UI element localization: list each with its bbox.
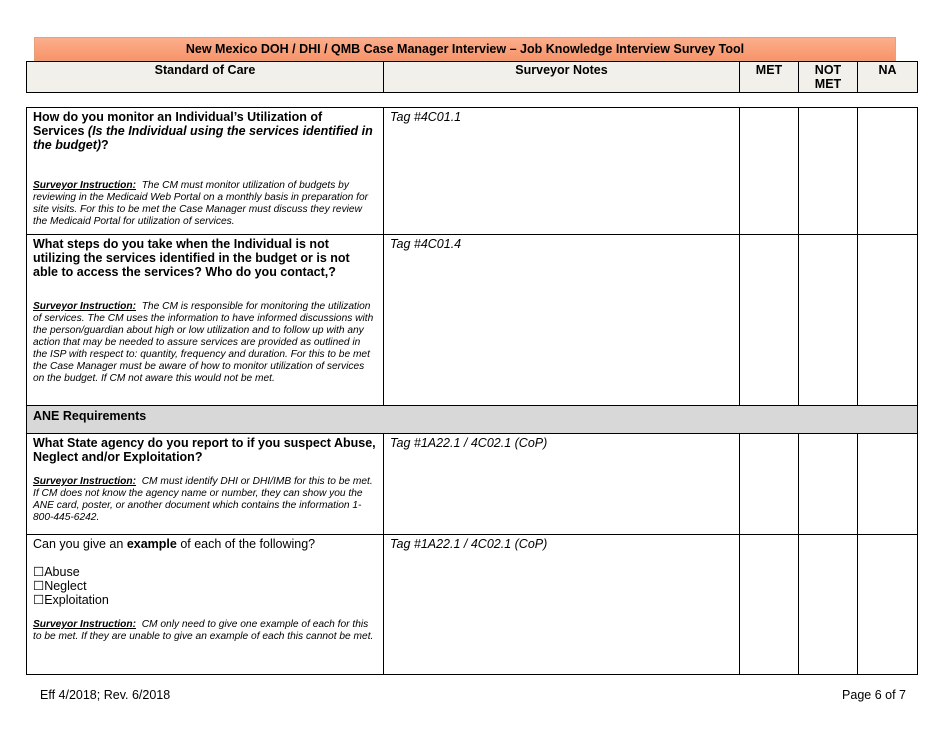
- na-cell[interactable]: [858, 434, 918, 535]
- question-italic-text: (Is the Individual using the services identified in the budget): [33, 124, 373, 152]
- checkbox-neglect[interactable]: ☐Neglect: [33, 579, 87, 593]
- not-met-cell[interactable]: [799, 434, 858, 535]
- checkbox-exploitation[interactable]: ☐Exploitation: [33, 593, 109, 607]
- instruction-label: Surveyor Instruction:: [33, 301, 137, 312]
- tag-reference: Tag #4C01.4: [390, 237, 462, 251]
- section-title: ANE Requirements: [27, 406, 918, 434]
- instruction-text: CM must identify DHI or DHI/IMB for this to be met. If CM does not know the agency name or number, they can show you the ANE card, poster, or another document which contains the information 1-800-445-6242.: [33, 476, 373, 523]
- header-table: [26, 61, 918, 93]
- question-text: Can you give an: [33, 537, 127, 551]
- instruction-label: Surveyor Instruction:: [33, 180, 137, 191]
- notes-cell[interactable]: [384, 108, 740, 235]
- question: What steps do you take when the Individual is not utilizing the services identified in the budget or is not able to access the services? Who do you contact,?: [33, 237, 350, 279]
- standard-cell: [27, 434, 384, 535]
- na-cell[interactable]: [858, 535, 918, 675]
- col-met: MET: [740, 62, 799, 93]
- notes-cell[interactable]: [384, 434, 740, 535]
- not-met-cell[interactable]: [799, 108, 858, 235]
- not-met-cell[interactable]: [799, 535, 858, 675]
- question-bold-text: example: [126, 537, 177, 551]
- tag-reference: Tag #4C01.1: [390, 110, 462, 124]
- footer-revision: Eff 4/2018; Rev. 6/2018: [40, 688, 171, 702]
- met-cell[interactable]: [740, 108, 799, 235]
- met-cell[interactable]: [740, 235, 799, 406]
- not-met-cell[interactable]: [799, 235, 858, 406]
- instruction-text: CM only need to give one example of each for this to be met. If they are unable to give an example of each this cannot be met.: [33, 619, 374, 642]
- question: [33, 537, 377, 551]
- question-text-end: of each of the following?: [176, 537, 316, 551]
- standard-cell: [27, 535, 384, 675]
- table-row: [27, 434, 918, 535]
- instruction-label: Surveyor Instruction:: [33, 476, 137, 487]
- standard-cell: [27, 235, 384, 406]
- surveyor-instruction: [33, 476, 377, 524]
- table-row: [27, 108, 918, 235]
- section-row: [27, 406, 918, 434]
- surveyor-instruction: [33, 619, 377, 643]
- na-cell[interactable]: [858, 235, 918, 406]
- standard-cell: [27, 108, 384, 235]
- footer-page-number: Page 6 of 7: [842, 688, 906, 702]
- notes-cell[interactable]: [384, 235, 740, 406]
- col-standard-of-care: Standard of Care: [27, 62, 384, 93]
- col-na: NA: [858, 62, 918, 93]
- question-end: ?: [101, 138, 109, 152]
- instruction-text: The CM must monitor utilization of budgets by reviewing in the Medicaid Web Portal on a monthly basis in preparation for site visits. For this to be met the Case Manager must discuss they review the Medicaid Portal for utilization of services.: [33, 180, 369, 227]
- notes-cell[interactable]: [384, 535, 740, 675]
- na-cell[interactable]: [858, 108, 918, 235]
- tag-reference: Tag #1A22.1 / 4C02.1 (CoP): [390, 537, 548, 551]
- met-cell[interactable]: [740, 434, 799, 535]
- question: [33, 110, 377, 152]
- question-text: How do you monitor an Individual’s Utilization of Services: [33, 110, 323, 138]
- met-cell[interactable]: [740, 535, 799, 675]
- table-row: [27, 235, 918, 406]
- col-not-met: NOT MET: [799, 62, 858, 93]
- document-title: New Mexico DOH / DHI / QMB Case Manager Interview – Job Knowledge Interview Survey Tool: [34, 37, 896, 61]
- tag-reference: Tag #1A22.1 / 4C02.1 (CoP): [390, 436, 548, 450]
- instruction-label: Surveyor Instruction:: [33, 619, 137, 630]
- table-row: [27, 535, 918, 675]
- surveyor-instruction: [33, 301, 377, 385]
- example-checklist: [33, 565, 377, 607]
- question: What State agency do you report to if you suspect Abuse, Neglect and/or Exploitation?: [33, 436, 376, 464]
- checkbox-abuse[interactable]: ☐Abuse: [33, 565, 80, 579]
- col-surveyor-notes: Surveyor Notes: [384, 62, 740, 93]
- surveyor-instruction: [33, 180, 377, 228]
- survey-table: [26, 107, 918, 675]
- instruction-text: The CM is responsible for monitoring the utilization of services. The CM uses the information to have informed discussions with the person/guardian about high or low utilization and to follow up with any action that may be needed to assure services are provided as outlined in the ISP with respect to: quantity, frequency and duration. For this to be met the Case Manager must be aware of how to monitor utilization of services on the budget. If CM not aware this would not be met.: [33, 301, 374, 384]
